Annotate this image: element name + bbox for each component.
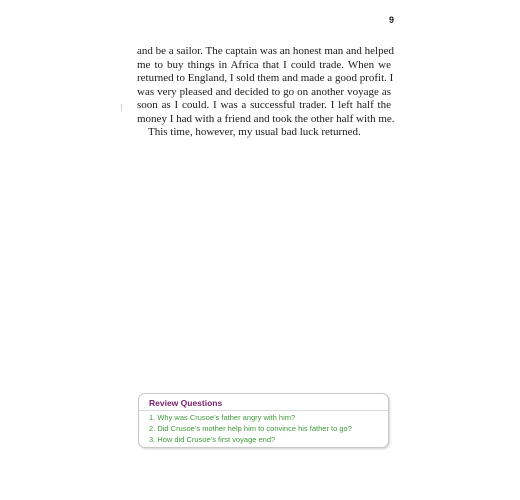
review-question-list (149, 412, 352, 445)
paragraph-line: returned to England, I sold them and made a good profit. I (137, 72, 394, 84)
review-questions-box (138, 393, 389, 448)
review-divider (139, 410, 388, 411)
review-question: 1. Why was Crusoe’s father angry with him? (149, 413, 296, 422)
paragraph-line: soon as I could. I was a successful trader. I left half the (137, 99, 391, 111)
second-paragraph: This time, however, my usual bad luck returned. (148, 126, 361, 138)
paragraph-line: and be a sailor. The captain was an honest man and helped (137, 45, 394, 57)
paragraph-line: money I had with a friend and took the other half with me. (137, 112, 395, 125)
review-title: Review Questions (149, 398, 223, 408)
review-question: 3. How did Crusoe’s first voyage end? (149, 435, 276, 444)
paragraph-line: me to buy things in Africa that I could trade. When we (137, 58, 391, 71)
paragraph-line: was very pleased and decided to go on another voyage as (137, 85, 391, 98)
review-question: 2. Did Crusoe’s mother help him to convince his father to go? (149, 424, 352, 433)
margin-mark (121, 104, 122, 111)
page-number: 9 (388, 15, 394, 25)
body-text (137, 45, 395, 140)
